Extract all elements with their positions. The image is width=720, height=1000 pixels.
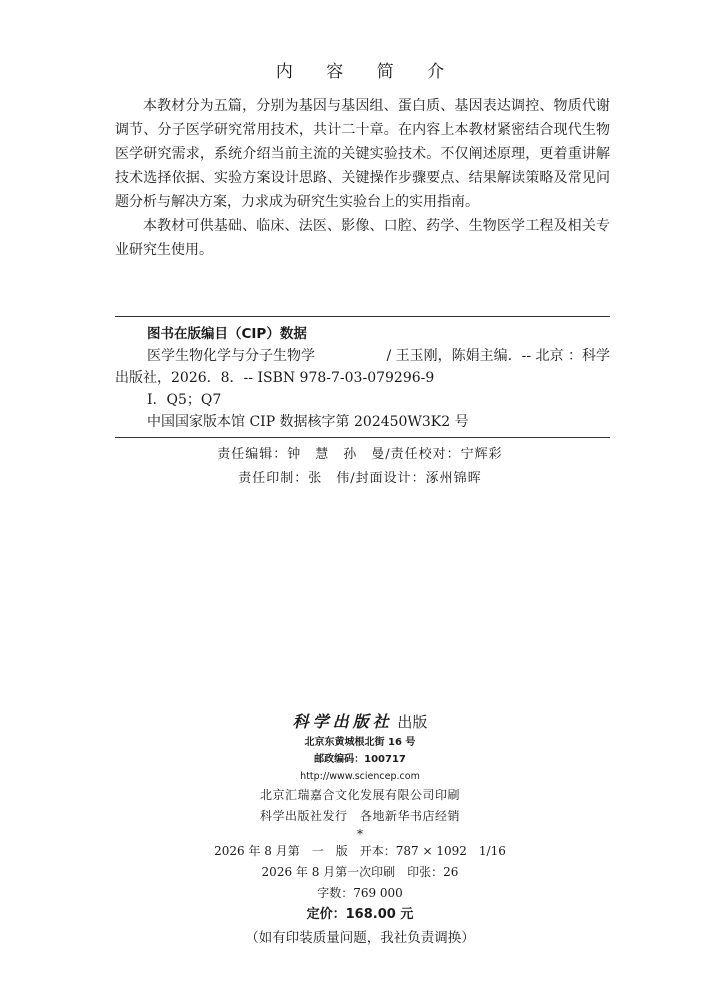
publisher-suffix: 出版: [397, 713, 428, 731]
word-count: 字数：769 000: [317, 886, 403, 900]
cip-bottom-rule: [115, 437, 610, 438]
printer: 北京汇瑞嘉合文化发展有限公司印刷: [259, 788, 460, 802]
edition-info: 2026 年 8 月第 一 版 开本：787 × 1092 1/16: [214, 844, 506, 858]
cip-line-4: 中国国家版本馆 CIP 数据核字第 202450W3K2 号: [147, 414, 469, 430]
quality-notice: （如有印装质量问题，我社负责调换）: [245, 930, 475, 946]
content-summary: [115, 94, 610, 262]
distribution: 科学出版社发行 各地新华书店经销: [259, 809, 460, 823]
cip-line-1: [115, 345, 610, 367]
summary-paragraph: 本教材分为五篇，分别为基因与基因组、蛋白质、基因表达调控、物质代谢调节、分子医学研究常用技术，共计二十章。在内容上本教材紧密结合现代生物医学研究需求，系统介绍当前主流的关键实验技术。不仅阐述原理，更着重讲解技术选择依据、实验方案设计思路、关键操作步骤要点、结果解读策略及常见问题分析与解决方案，力求成为研究生实验台上的实用指南。: [115, 98, 610, 210]
cip-top-rule: [115, 316, 610, 317]
website: http://www.sciencep.com: [300, 771, 420, 782]
editorial-credits: [0, 443, 720, 491]
publisher-address: 北京东黄城根北街 16 号: [304, 737, 416, 748]
imprint-block: [0, 710, 720, 950]
postcode: 邮政编码：100717: [314, 754, 406, 765]
printing-info: 2026 年 8 月第一次印刷 印张：26: [261, 865, 459, 879]
section-title: 内 容 简 介: [275, 62, 459, 82]
summary-paragraph: 本教材可供基础、临床、法医、影像、口腔、药学、生物医学工程及相关专业研究生使用。: [115, 218, 610, 258]
cip-book-title: 医学生物化学与分子生物学: [147, 348, 315, 364]
separator-star: *: [357, 827, 363, 841]
credits-line-1: 责任编辑：钟 慧 孙 曼/责任校对：宁辉彩: [217, 447, 503, 462]
credits-line-2: 责任印制：张 伟/封面设计：涿州锦晖: [238, 471, 482, 486]
publisher-logo: 科学出版社: [292, 712, 393, 731]
cip-editors-publisher: / 王玉刚，陈娟主编．-- 北京 ：科学: [386, 348, 610, 364]
publisher-name: [0, 710, 720, 734]
cip-line-3: Ⅰ．Q5；Q7: [147, 392, 222, 408]
cip-data-block: [115, 323, 610, 433]
cip-line-2: 出版社，2026．8．-- ISBN 978-7-03-079296-9: [115, 370, 435, 386]
price: 定价：168.00 元: [306, 907, 414, 922]
cip-heading: 图书在版编目（CIP）数据: [147, 326, 307, 342]
